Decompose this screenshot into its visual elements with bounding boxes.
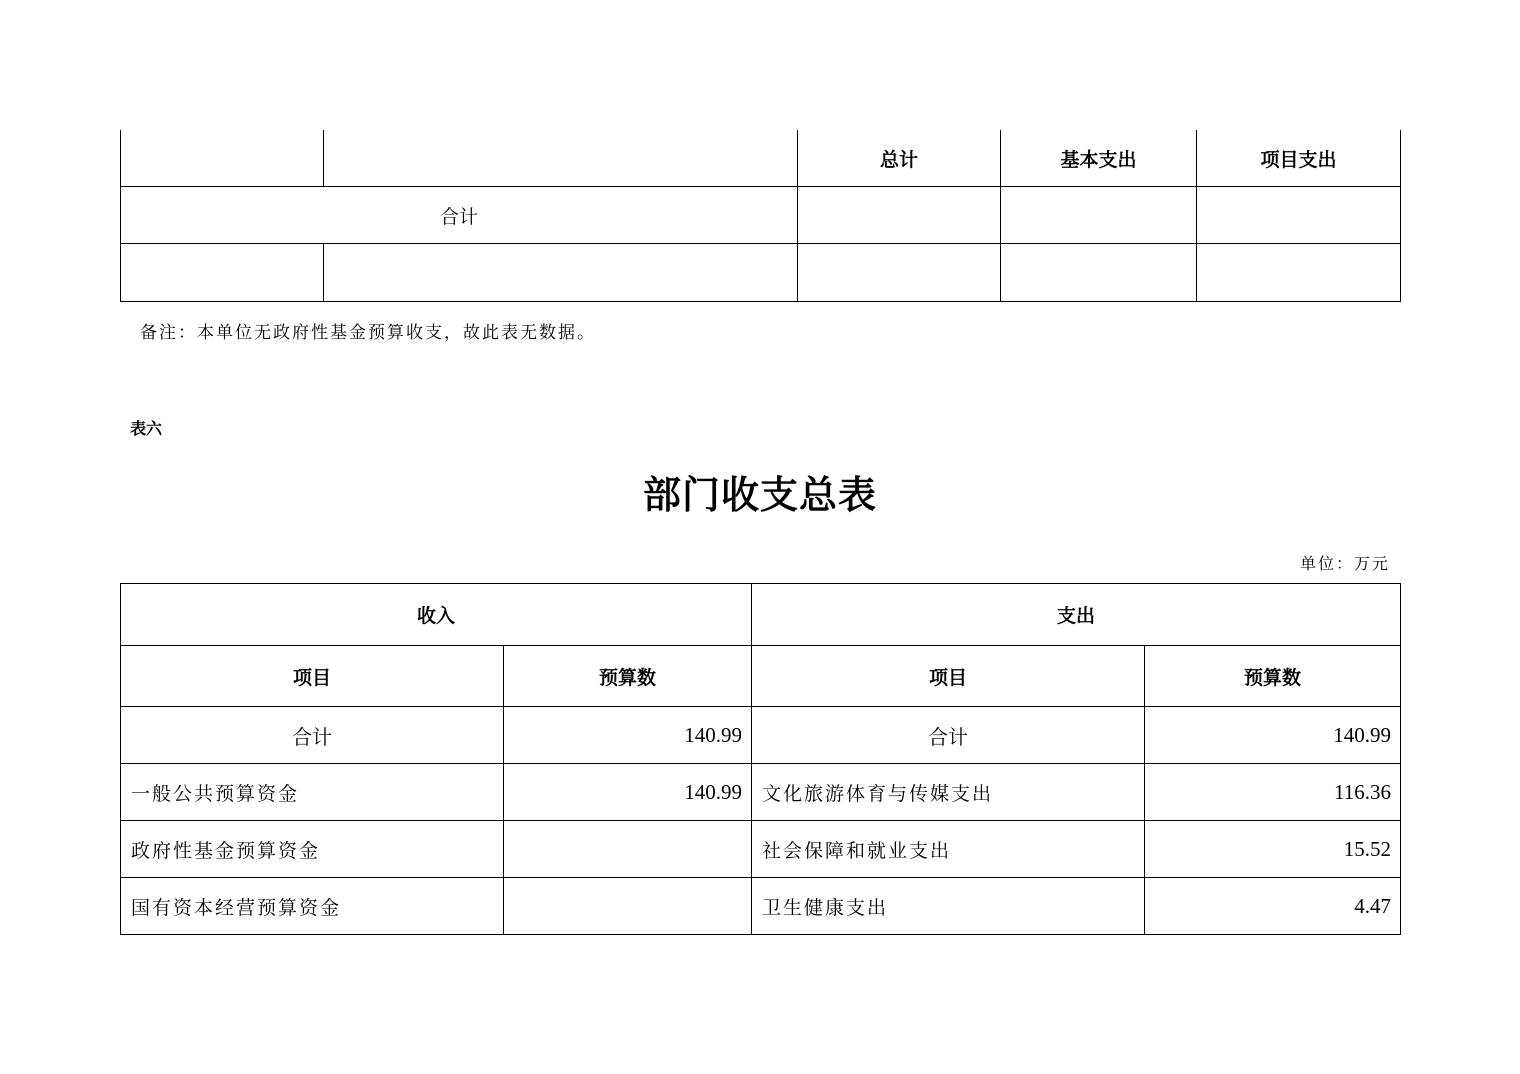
header-cell (324, 130, 798, 187)
expense-item-cell: 合计 (752, 707, 1145, 764)
income-item-header: 项目 (121, 646, 504, 707)
table-header-row (121, 130, 1401, 187)
expense-value-cell: 140.99 (1145, 707, 1401, 764)
income-value-cell (504, 821, 752, 878)
table-cell (1197, 244, 1401, 302)
table-row (121, 764, 1401, 821)
table-cell (324, 244, 798, 302)
expense-item-header: 项目 (752, 646, 1145, 707)
table-row-total (121, 187, 1401, 244)
table-cell (1001, 187, 1197, 244)
expense-item-cell: 社会保障和就业支出 (752, 821, 1145, 878)
page-title: 部门收支总表 (642, 472, 877, 517)
income-expense-summary-table (120, 583, 1401, 935)
table-row (121, 878, 1401, 935)
header-cell (121, 130, 324, 187)
income-value-cell: 140.99 (504, 764, 752, 821)
table-subheader-row (121, 646, 1401, 707)
expense-value-cell: 4.47 (1145, 878, 1401, 935)
table-cell (1197, 187, 1401, 244)
government-fund-budget-table (120, 130, 1401, 302)
expense-item-cell: 文化旅游体育与传媒支出 (752, 764, 1145, 821)
income-item-cell: 合计 (121, 707, 504, 764)
unit-label: 单位：万元 (1299, 554, 1390, 573)
expense-value-cell: 15.52 (1145, 821, 1401, 878)
expense-header: 支出 (752, 584, 1401, 646)
expense-item-cell: 卫生健康支出 (752, 878, 1145, 935)
income-header: 收入 (121, 584, 752, 646)
table-cell (798, 244, 1001, 302)
expense-budget-header: 预算数 (1145, 646, 1401, 707)
table-cell (121, 244, 324, 302)
total-label: 合计 (121, 187, 798, 244)
income-item-cell: 一般公共预算资金 (121, 764, 504, 821)
table-row-total (121, 707, 1401, 764)
income-item-cell: 国有资本经营预算资金 (121, 878, 504, 935)
income-item-cell: 政府性基金预算资金 (121, 821, 504, 878)
table-cell (798, 187, 1001, 244)
table-cell (1001, 244, 1197, 302)
income-budget-header: 预算数 (504, 646, 752, 707)
table-label: 表六 (130, 419, 163, 438)
header-basic-expense: 基本支出 (1001, 130, 1197, 187)
header-project-expense: 项目支出 (1197, 130, 1401, 187)
table-row (121, 244, 1401, 302)
header-total: 总计 (798, 130, 1001, 187)
income-value-cell: 140.99 (504, 707, 752, 764)
table-note: 备注：本单位无政府性基金预算收支，故此表无数据。 (140, 323, 596, 343)
income-value-cell (504, 878, 752, 935)
expense-value-cell: 116.36 (1145, 764, 1401, 821)
table-row (121, 821, 1401, 878)
table-header-row (121, 584, 1401, 646)
